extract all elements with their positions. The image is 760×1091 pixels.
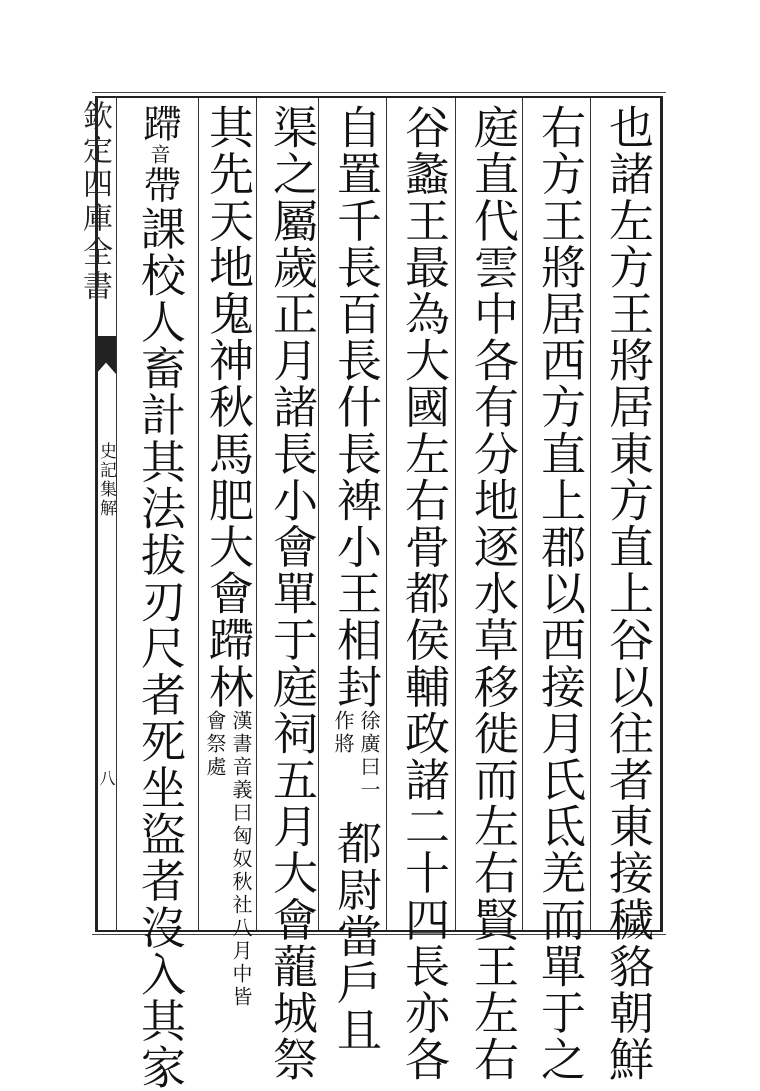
running-title: 欽定四庫全書 bbox=[77, 100, 112, 304]
column-rule bbox=[198, 98, 199, 930]
folio-number: 八 bbox=[97, 770, 116, 786]
text-column-4 bbox=[396, 104, 450, 1083]
column-rule bbox=[386, 98, 387, 930]
column-rule bbox=[455, 98, 456, 930]
main-text: 也諸左方王將居東方直上谷以往者東接穢貉朝鮮 bbox=[601, 104, 654, 1083]
column-rule bbox=[256, 98, 257, 930]
annotation-note: 音 bbox=[147, 143, 171, 166]
text-column-8 bbox=[132, 104, 186, 1091]
column-rule bbox=[318, 98, 319, 930]
text-column-1 bbox=[600, 104, 654, 1083]
text-column-7 bbox=[200, 104, 254, 1030]
book-title: 史記集解 bbox=[96, 442, 116, 518]
main-text: 渠之屬歲正月諸長小會單于庭祠五月大會蘢城祭 bbox=[265, 104, 318, 1083]
text-column-3 bbox=[465, 104, 519, 1083]
annotation-note: 徐廣曰一作將 bbox=[331, 709, 381, 802]
main-text: 庭直代雲中各有分地逐水草移徙而左右賢王左右 bbox=[466, 104, 519, 1083]
text-column-5 bbox=[328, 104, 382, 1053]
main-text: 蹛 bbox=[137, 104, 181, 144]
main-text: 自置千長百長什長裨小王相封 bbox=[329, 104, 382, 710]
text-column-2 bbox=[532, 104, 586, 1083]
top-border-line bbox=[92, 92, 666, 93]
main-text: 課校人畜計其法拔刃尺者死坐盜者沒入其家 bbox=[133, 205, 186, 1091]
main-text: 右方王將居西方直上郡以西接月氏氐羌而單于之 bbox=[533, 104, 586, 1083]
column-rule bbox=[590, 98, 591, 930]
main-text: 谷蠡王最為大國左右骨都侯輔政諸二十四長亦各 bbox=[397, 104, 450, 1083]
main-text: 帶 bbox=[137, 165, 181, 206]
column-rule bbox=[522, 98, 523, 930]
main-text: 其先天地鬼神秋馬肥大會蹛林 bbox=[201, 104, 254, 710]
main-text: 都尉當戶且 bbox=[329, 819, 382, 1053]
annotation-note: 漢書音義曰匈奴秋社八月中皆會祭處 bbox=[203, 709, 253, 1009]
text-column-6 bbox=[264, 104, 318, 1083]
